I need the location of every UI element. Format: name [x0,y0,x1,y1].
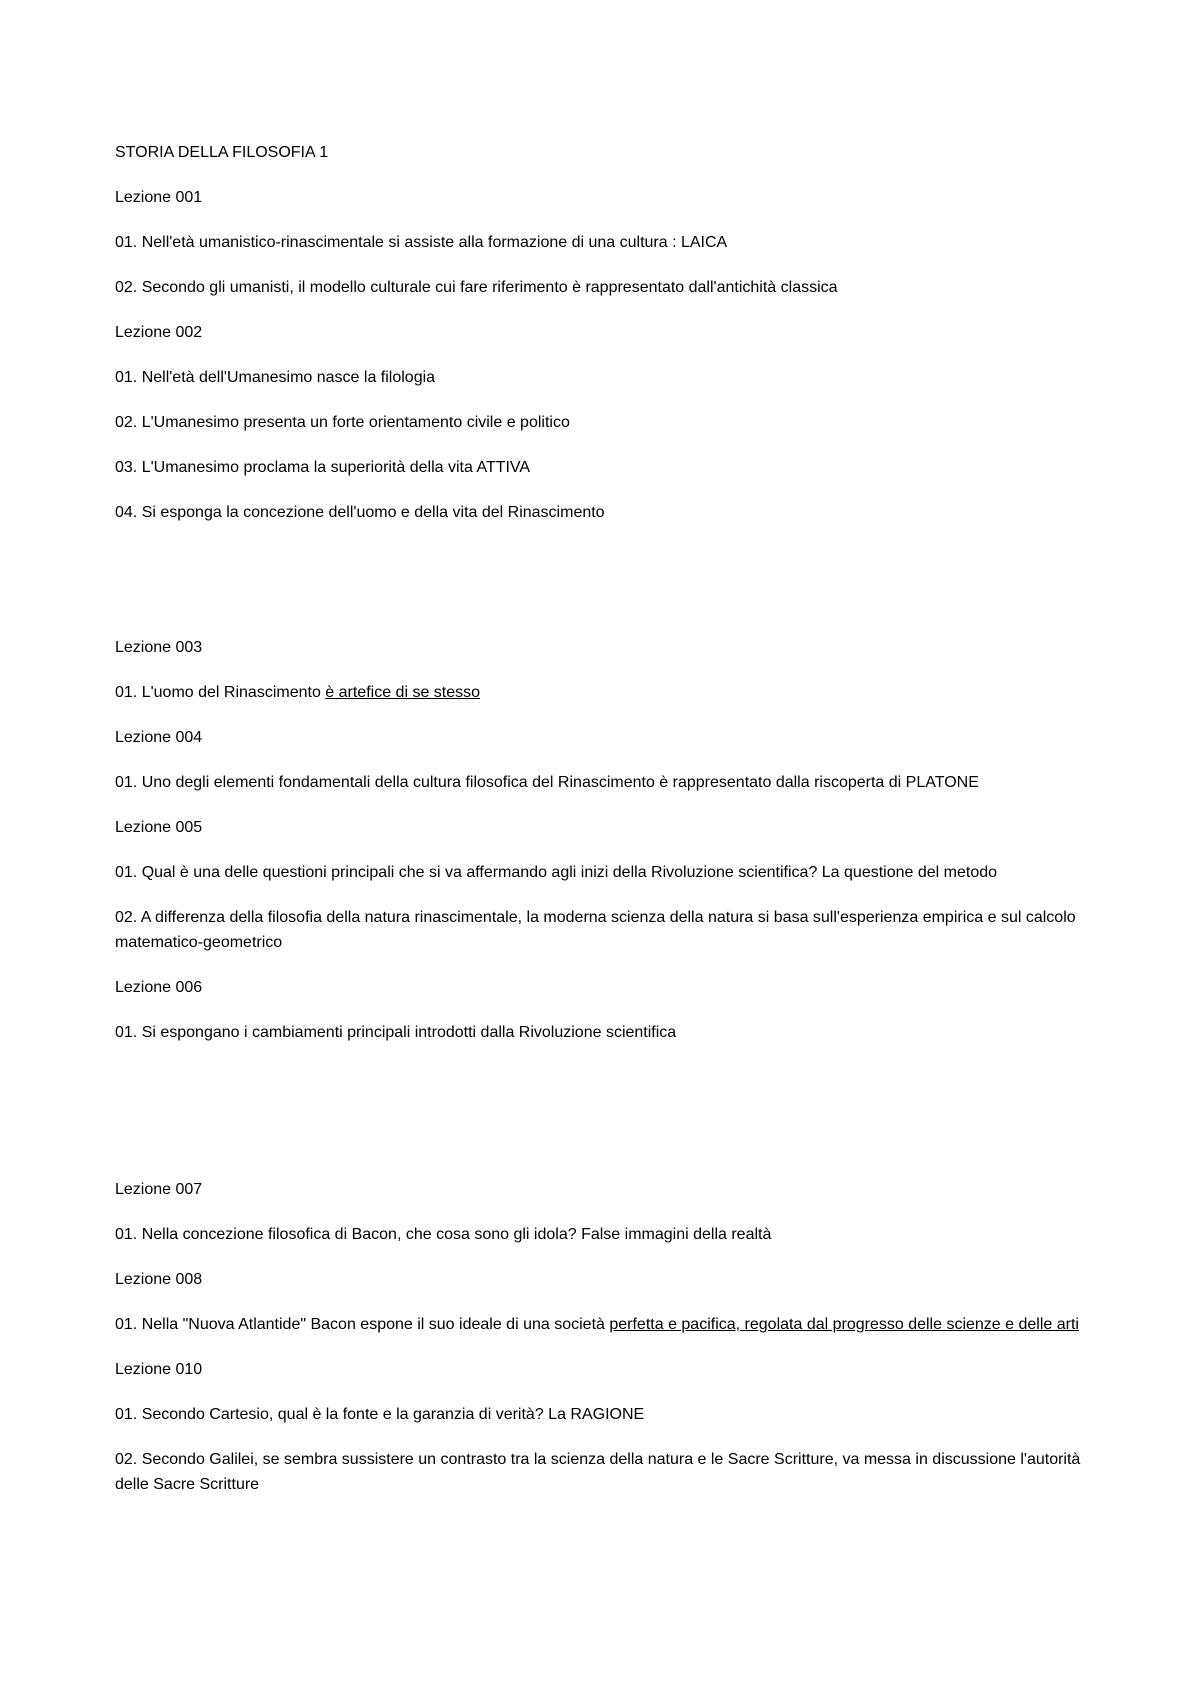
blank-space [115,1065,1095,1177]
lesson-heading: Lezione 008 [115,1271,203,1288]
question-item: 03. L'Umanesimo proclama la superiorità della vita ATTIVA [115,459,531,476]
question-text: 01. L'uomo del Rinascimento [115,684,326,701]
question-item [115,1312,1090,1337]
lesson-heading: Lezione 001 [115,189,203,206]
question-item: 02. A differenza della filosofia della natura rinascimentale, la moderna scienza della natura si basa sull'esperienza empirica e sul calcolo matematico-geometrico [115,909,1076,951]
lesson-heading: Lezione 002 [115,324,203,341]
question-item: 04. Si esponga la concezione dell'uomo e della vita del Rinascimento [115,504,605,521]
question-item: 01. Secondo Cartesio, qual è la fonte e la garanzia di verità? La RAGIONE [115,1406,645,1423]
question-item: 02. L'Umanesimo presenta un forte orientamento civile e politico [115,414,570,431]
question-item: 01. Nell'età dell'Umanesimo nasce la filologia [115,369,436,386]
question-item: 02. Secondo Galilei, se sembra sussistere un contrasto tra la scienza della natura e le Sacre Scritture, va messa in discussione l'autorità delle Sacre Scritture [115,1451,1081,1493]
question-item: 01. Uno degli elementi fondamentali della cultura filosofica del Rinascimento è rappresentato dalla riscoperta di PLATONE [115,774,979,791]
underlined-answer: perfetta e pacifica, regolata dal progresso delle scienze e delle arti [609,1316,1079,1333]
underlined-answer: è artefice di se stesso [325,684,481,701]
lesson-heading: Lezione 010 [115,1361,203,1378]
document-title: STORIA DELLA FILOSOFIA 1 [115,144,329,161]
lesson-heading: Lezione 006 [115,979,203,996]
lesson-heading: Lezione 004 [115,729,203,746]
question-item: 01. Nella concezione filosofica di Bacon, che cosa sono gli idola? False immagini della realtà [115,1226,772,1243]
question-item: 01. Si espongano i cambiamenti principali introdotti dalla Rivoluzione scientifica [115,1024,677,1041]
document-page [115,140,1095,1517]
lesson-heading: Lezione 007 [115,1181,203,1198]
question-item [115,680,1090,705]
question-item: 01. Nell'età umanistico-rinascimentale si assiste alla formazione di una cultura : LAICA [115,234,728,251]
question-item: 01. Qual è una delle questioni principali che si va affermando agli inizi della Rivoluzione scientifica? La questione del metodo [115,864,998,881]
blank-space [115,545,1095,635]
question-text: 01. Nella "Nuova Atlantide" Bacon espone il suo ideale di una società [115,1316,610,1333]
question-item: 02. Secondo gli umanisti, il modello culturale cui fare riferimento è rappresentato dall'antichità classica [115,279,838,296]
lesson-heading: Lezione 005 [115,819,203,836]
lesson-heading: Lezione 003 [115,639,203,656]
